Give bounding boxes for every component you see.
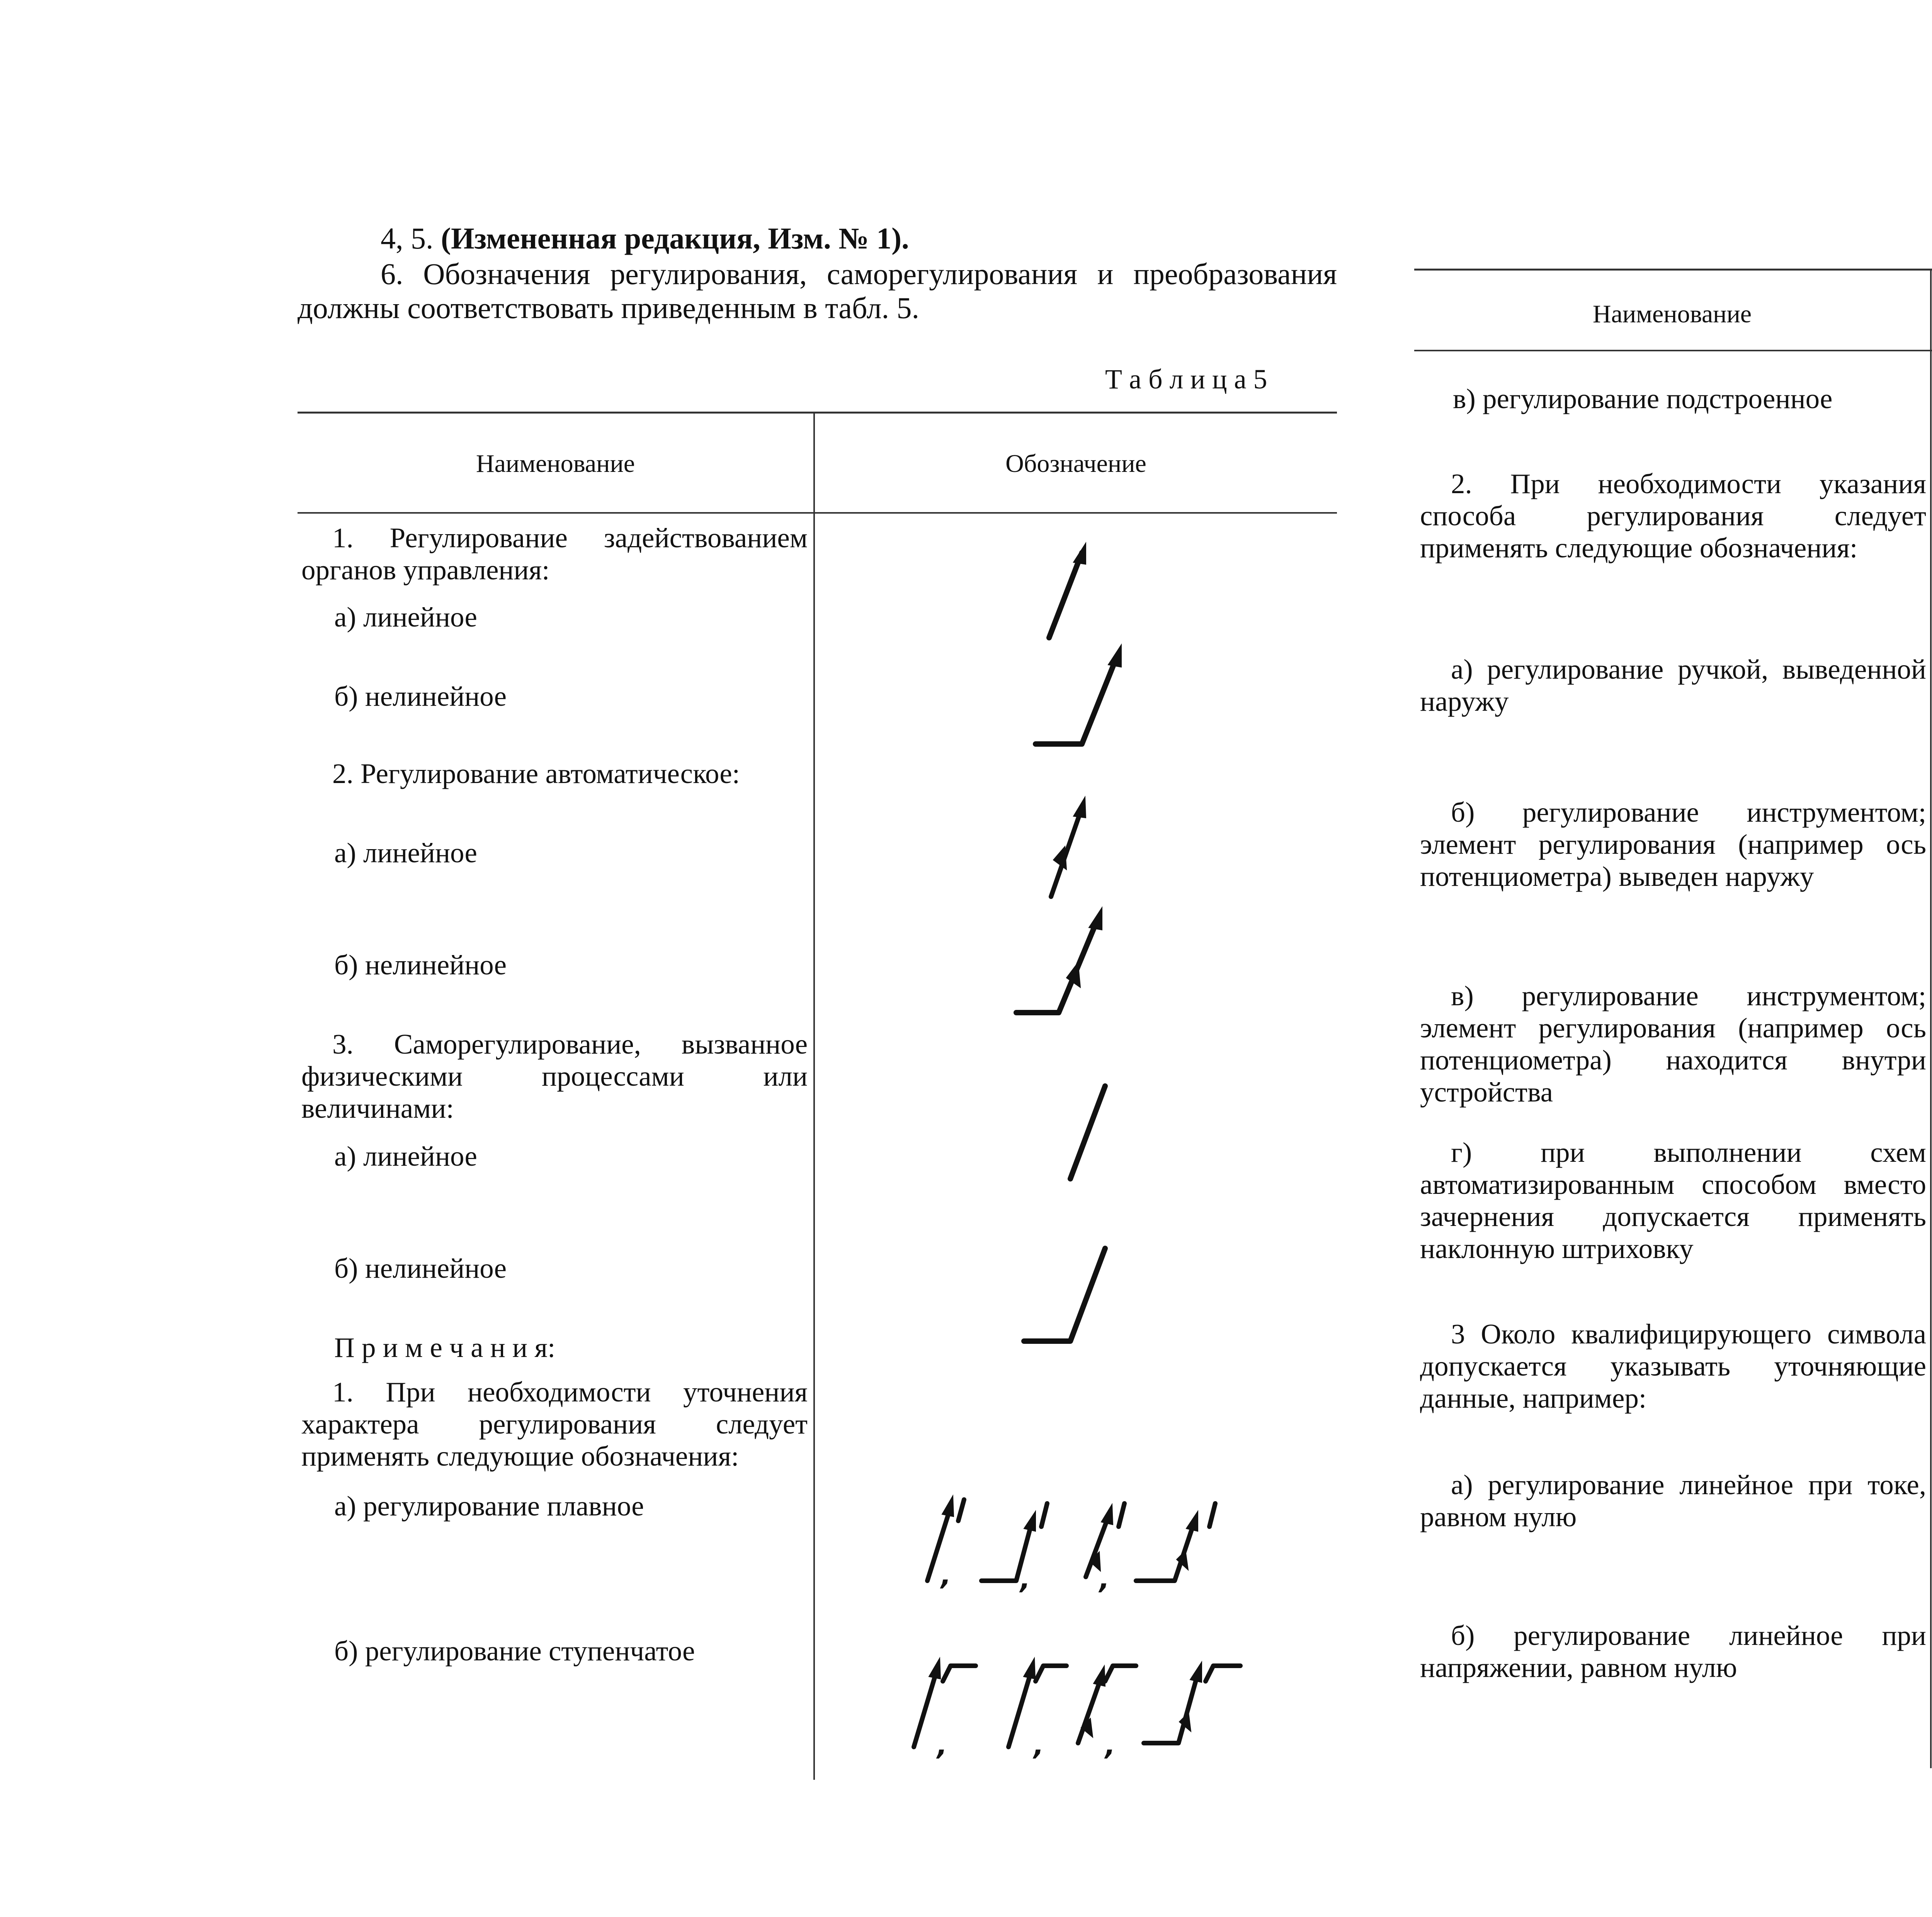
left-table-divider [813, 412, 815, 1780]
svg-text:,: , [941, 1559, 951, 1591]
row-2-title: 2. Регулирование автоматическое: [332, 758, 740, 789]
arrow-icon [1020, 642, 1136, 758]
left-header-designation: Обозначение [1005, 449, 1146, 478]
row-v-tuned: в) регулирование подстроенное [1453, 383, 1833, 414]
amendment-prefix: 4, 5. [381, 221, 441, 255]
right-table-header-rule [1414, 350, 1932, 351]
row-1-title: 1. Регулирование задействованием органов управления: [301, 522, 808, 586]
note-1b: б) регулирование ступенчатое [334, 1635, 695, 1667]
svg-text:,: , [1099, 1563, 1110, 1595]
note-3b: б) регулирование линейное при напряжении, равном нулю [1420, 1620, 1926, 1683]
svg-text:,: , [937, 1730, 947, 1761]
table-caption: Т а б л и ц а 5 [1105, 364, 1267, 395]
note-1: 1. При необходимости уточнения характера регулирования следует применять следующие обозначения: [301, 1376, 808, 1472]
amendment-bold: (Измененная редакция, Изм. № 1). [441, 221, 909, 255]
smooth-regulation-icons [904, 1469, 1267, 1600]
double-arrow-icon [1028, 792, 1105, 908]
note-2g: г) при выполнении схем автоматизированным способом вместо зачернения допускается применять наклонную штриховку [1420, 1137, 1926, 1264]
stepped-regulation-icons [896, 1627, 1267, 1759]
left-table-header-rule [298, 512, 1337, 514]
row-2a: а) линейное [334, 837, 477, 868]
svg-text:,: , [1020, 1563, 1031, 1595]
row-3a: а) линейное [334, 1141, 477, 1172]
left-header-name: Наименование [476, 449, 635, 478]
right-header-name: Наименование [1592, 300, 1752, 328]
notes-title: П р и м е ч а н и я: [334, 1332, 556, 1363]
note-3a: а) регулирование линейное при токе, равном нулю [1420, 1469, 1926, 1532]
self-regulation-line-icon [1059, 1078, 1121, 1187]
note-2v: в) регулирование инструментом; элемент регулирования (например ось потенциометра) находится внутри устройства [1420, 980, 1926, 1108]
note-2: 2. При необходимости указания способа регулирования следует применять следующие обозначения: [1420, 468, 1926, 564]
self-regulation-line-icon [1012, 1237, 1128, 1353]
amendment-note [381, 222, 909, 254]
row-1a: а) линейное [334, 601, 477, 633]
right-table-divider [1930, 269, 1932, 1768]
svg-text:,: , [1034, 1730, 1044, 1761]
note-2b: б) регулирование инструментом; элемент регулирования (например ось потенциометра) выведен наружу [1420, 797, 1926, 892]
intro-paragraph: 6. Обозначения регулирования, саморегулирования и преобразования должны соответствовать приведенным в табл. 5. [298, 257, 1337, 325]
right-table-top-rule [1414, 269, 1932, 271]
row-3-title: 3. Саморегулирование, вызванное физическими процессами или величинами: [301, 1028, 808, 1124]
row-2b: б) нелинейное [334, 949, 507, 981]
note-1a: а) регулирование плавное [334, 1490, 644, 1522]
note-3: 3 Около квалифицирующего символа допускается указывать уточняющие данные, например: [1420, 1318, 1926, 1414]
arrow-icon [1028, 541, 1105, 649]
double-arrow-icon [1005, 904, 1128, 1028]
row-1b: б) нелинейное [334, 681, 507, 712]
svg-text:,: , [1105, 1730, 1116, 1761]
row-3b: б) нелинейное [334, 1253, 507, 1284]
note-2a: а) регулирование ручкой, выведенной наружу [1420, 654, 1926, 717]
left-table-top-rule [298, 412, 1337, 414]
